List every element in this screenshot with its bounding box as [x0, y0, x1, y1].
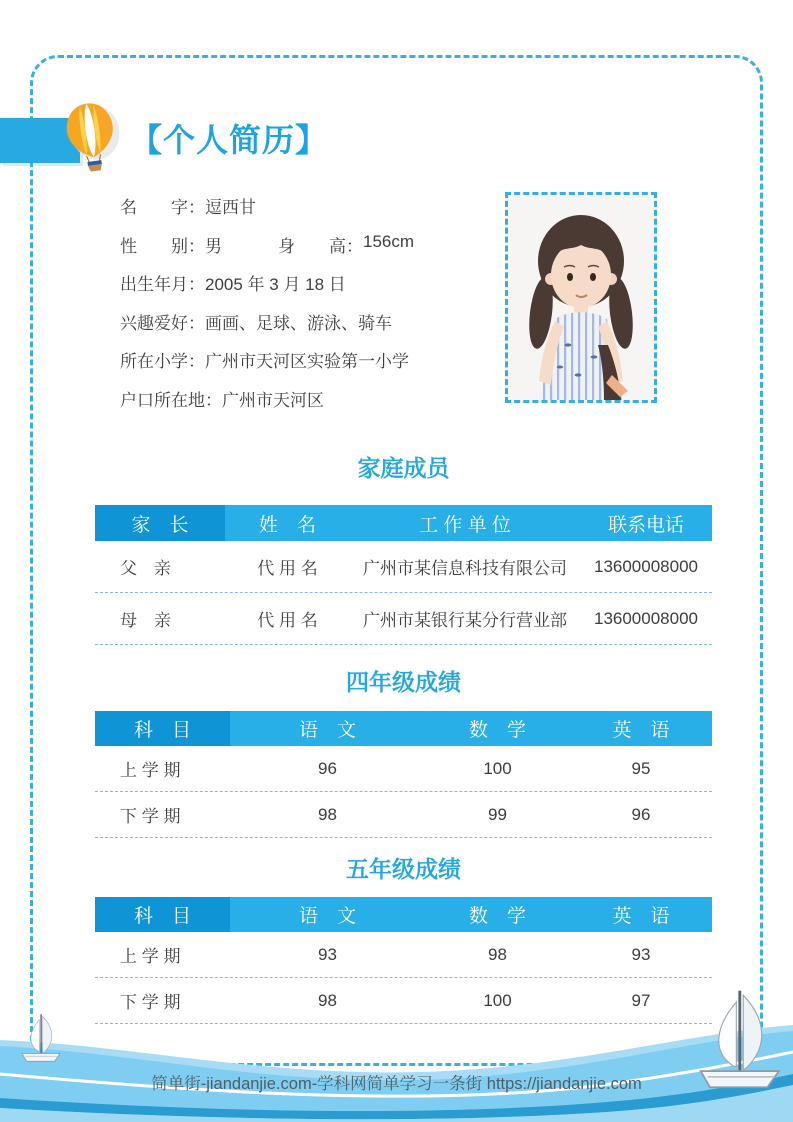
header-cell-name: 姓 名: [258, 514, 316, 536]
header-cell-chinese: 语 文: [298, 906, 356, 927]
header-cell-chinese: 语 文: [298, 720, 356, 741]
family-table: [95, 505, 712, 645]
family-section-title: 家庭成员: [357, 455, 450, 481]
school-value: 广州市天河区实验第一小学: [205, 352, 409, 371]
profile-hobby-line: [120, 309, 414, 348]
header-cell-math: 数 学: [468, 720, 526, 741]
table-cell: 母 亲: [120, 611, 171, 630]
profile-school-line: [120, 347, 414, 386]
table-row-second-term: [95, 792, 712, 838]
header-cell-english: 英 语: [612, 720, 670, 741]
gender-label: 性 别：: [120, 236, 205, 256]
table-cell: 代 用 名: [257, 611, 318, 630]
table-cell: 95: [631, 758, 651, 778]
table-row-first-term: [95, 932, 712, 978]
profile-birth-line: [120, 270, 414, 309]
table-cell: 上 学 期: [120, 947, 181, 966]
header-cell-subject: 科 目: [95, 897, 230, 932]
table-cell: 100: [483, 990, 512, 1010]
grade5-section-title: 五年级成绩: [346, 856, 461, 882]
table-row-second-term: [95, 978, 712, 1024]
table-row-father: [95, 541, 712, 593]
table-row-first-term: [95, 746, 712, 792]
profile-residence-line: [120, 386, 414, 425]
name-value: 逗西甘: [205, 198, 256, 217]
name-label: 名 字：: [120, 198, 205, 217]
height-value: 156cm: [363, 231, 415, 251]
child-portrait-illustration: [508, 195, 654, 400]
table-cell: 98: [318, 804, 337, 824]
profile-name-line: [120, 193, 414, 232]
table-cell: 广州市某信息科技有限公司: [363, 559, 567, 578]
table-cell: 93: [631, 944, 651, 964]
table-row-mother: [95, 593, 712, 645]
grade5-table-header: [95, 897, 712, 932]
table-cell: 96: [631, 804, 651, 824]
profile-gender-height-line: [120, 232, 414, 271]
residence-value: 广州市天河区: [222, 390, 324, 410]
school-label: 所在小学：: [120, 352, 205, 371]
header-cell-phone: 联系电话: [607, 514, 684, 536]
hobby-label: 兴趣爱好：: [120, 313, 205, 333]
hobby-value: 画画、足球、游泳、骑车: [205, 313, 392, 333]
grade5-table: [95, 897, 712, 1024]
profile-section: [120, 193, 414, 424]
table-cell: 98: [318, 990, 337, 1010]
table-cell: 父 亲: [120, 559, 171, 578]
header-cell-parent: 家 长: [95, 505, 225, 541]
grade4-table-header: [95, 711, 712, 746]
table-cell: 93: [318, 944, 337, 964]
table-cell: 代 用 名: [257, 559, 318, 578]
grade4-section-title: 四年级成绩: [346, 669, 461, 695]
header-cell-english: 英 语: [612, 906, 670, 927]
grade4-table: [95, 711, 712, 838]
residence-label: 户口所在地：: [120, 390, 222, 410]
table-cell: 下 学 期: [120, 807, 181, 826]
table-cell: 99: [488, 804, 507, 824]
table-cell: 广州市某银行某分行营业部: [363, 611, 567, 630]
header-cell-subject: 科 目: [95, 711, 230, 746]
table-cell: 13600008000: [593, 608, 698, 628]
header-cell-workplace: 工 作 单 位: [419, 514, 511, 536]
family-table-header: [95, 505, 712, 541]
table-cell: 98: [488, 944, 507, 964]
height-label: 身 高：: [278, 236, 363, 256]
table-cell: 13600008000: [593, 556, 698, 576]
birth-label: 出生年月：: [120, 275, 205, 294]
hot-air-balloon-icon: [64, 101, 122, 178]
table-cell: 100: [483, 758, 512, 778]
gender-value: 男: [205, 236, 222, 256]
profile-photo: [505, 192, 657, 403]
table-cell: 96: [318, 758, 337, 778]
birth-value: 2005 年 3 月 18 日: [205, 275, 346, 294]
footer-site-text: 简单街-jiandanjie.com-学科网简单学习一条街 https://jiandanjie.com: [151, 1075, 642, 1093]
page-title: 【个人简历】: [130, 122, 329, 158]
header-cell-math: 数 学: [468, 906, 526, 927]
sailboat-left-icon: [12, 1012, 68, 1068]
table-cell: 上 学 期: [120, 761, 181, 780]
table-cell: 97: [631, 990, 651, 1010]
table-cell: 下 学 期: [120, 993, 181, 1012]
